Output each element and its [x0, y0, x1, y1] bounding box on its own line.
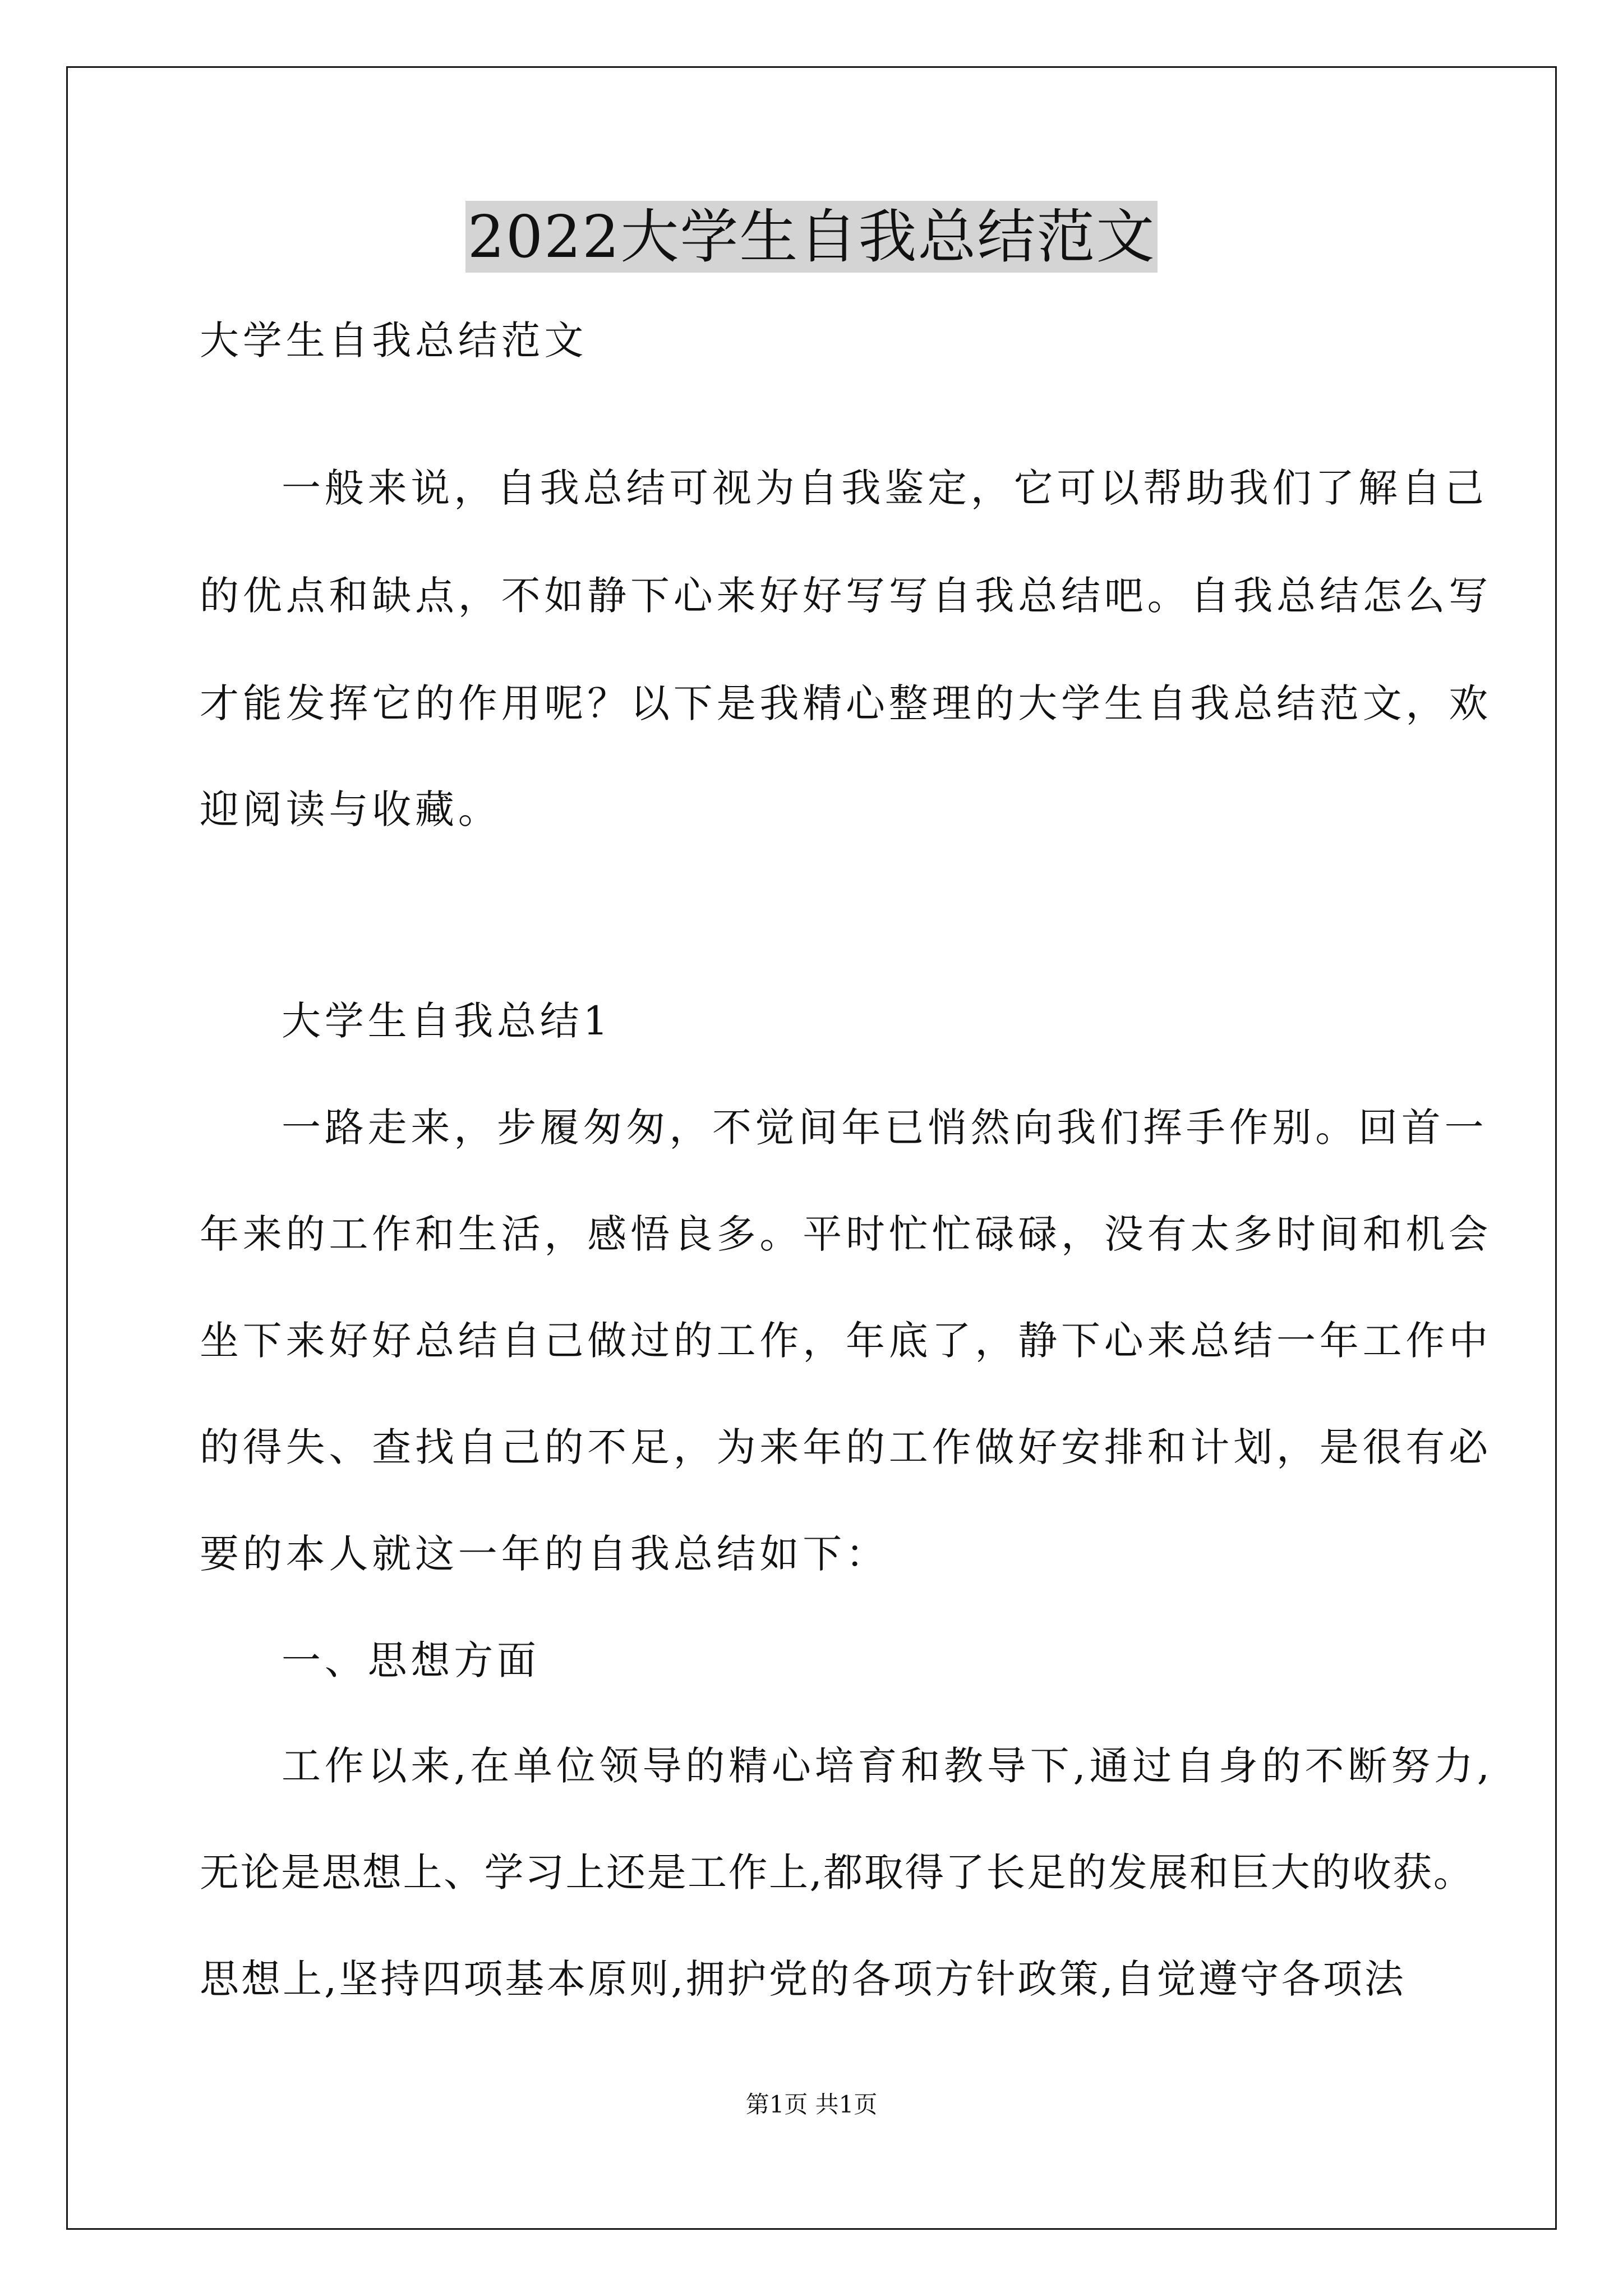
paragraph-line: 一般来说，自我总结可视为自我鉴定，它可以帮助我们了解自己 [282, 465, 1488, 511]
paragraph-line: 的优点和缺点，不如静下心来好好写写自我总结吧。自我总结怎么写 [200, 573, 1492, 619]
paragraph-line: 要的本人就这一年的自我总结如下： [200, 1531, 889, 1577]
paragraph-line: 无论是思想上、学习上还是工作上,都取得了长足的发展和巨大的收获。 [200, 1849, 1474, 1895]
paragraph-line: 才能发挥它的作用呢？以下是我精心整理的大学生自我总结范文，欢 [200, 680, 1492, 726]
paragraph-line: 坐下来好好总结自己做过的工作，年底了，静下心来总结一年工作中 [200, 1318, 1492, 1364]
page-footer: 第1页 共1页 [745, 2091, 878, 2118]
paragraph-line: 工作以来,在单位领导的精心培育和教导下,通过自身的不断努力, [282, 1743, 1493, 1789]
paragraph-line: 一路走来，步履匆匆，不觉间年已悄然向我们挥手作别。回首一 [282, 1105, 1488, 1151]
paragraph-line: 的得失、查找自己的不足，为来年的工作做好安排和计划，是很有必 [200, 1424, 1492, 1470]
document-subtitle: 大学生自我总结范文 [200, 318, 588, 364]
section-heading: 一、思想方面 [282, 1637, 540, 1683]
paragraph-line: 迎阅读与收藏。 [200, 786, 501, 832]
paragraph-line: 思想上,坚持四项基本原则,拥护党的各项方针政策,自觉遵守各项法 [200, 1956, 1406, 2002]
document-title: 2022大学生自我总结范文 [465, 201, 1158, 273]
section-heading: 大学生自我总结1 [282, 998, 612, 1044]
document-title-wrapper [0, 201, 1623, 273]
paragraph-line: 年来的工作和生活，感悟良多。平时忙忙碌碌，没有太多时间和机会 [200, 1211, 1492, 1257]
